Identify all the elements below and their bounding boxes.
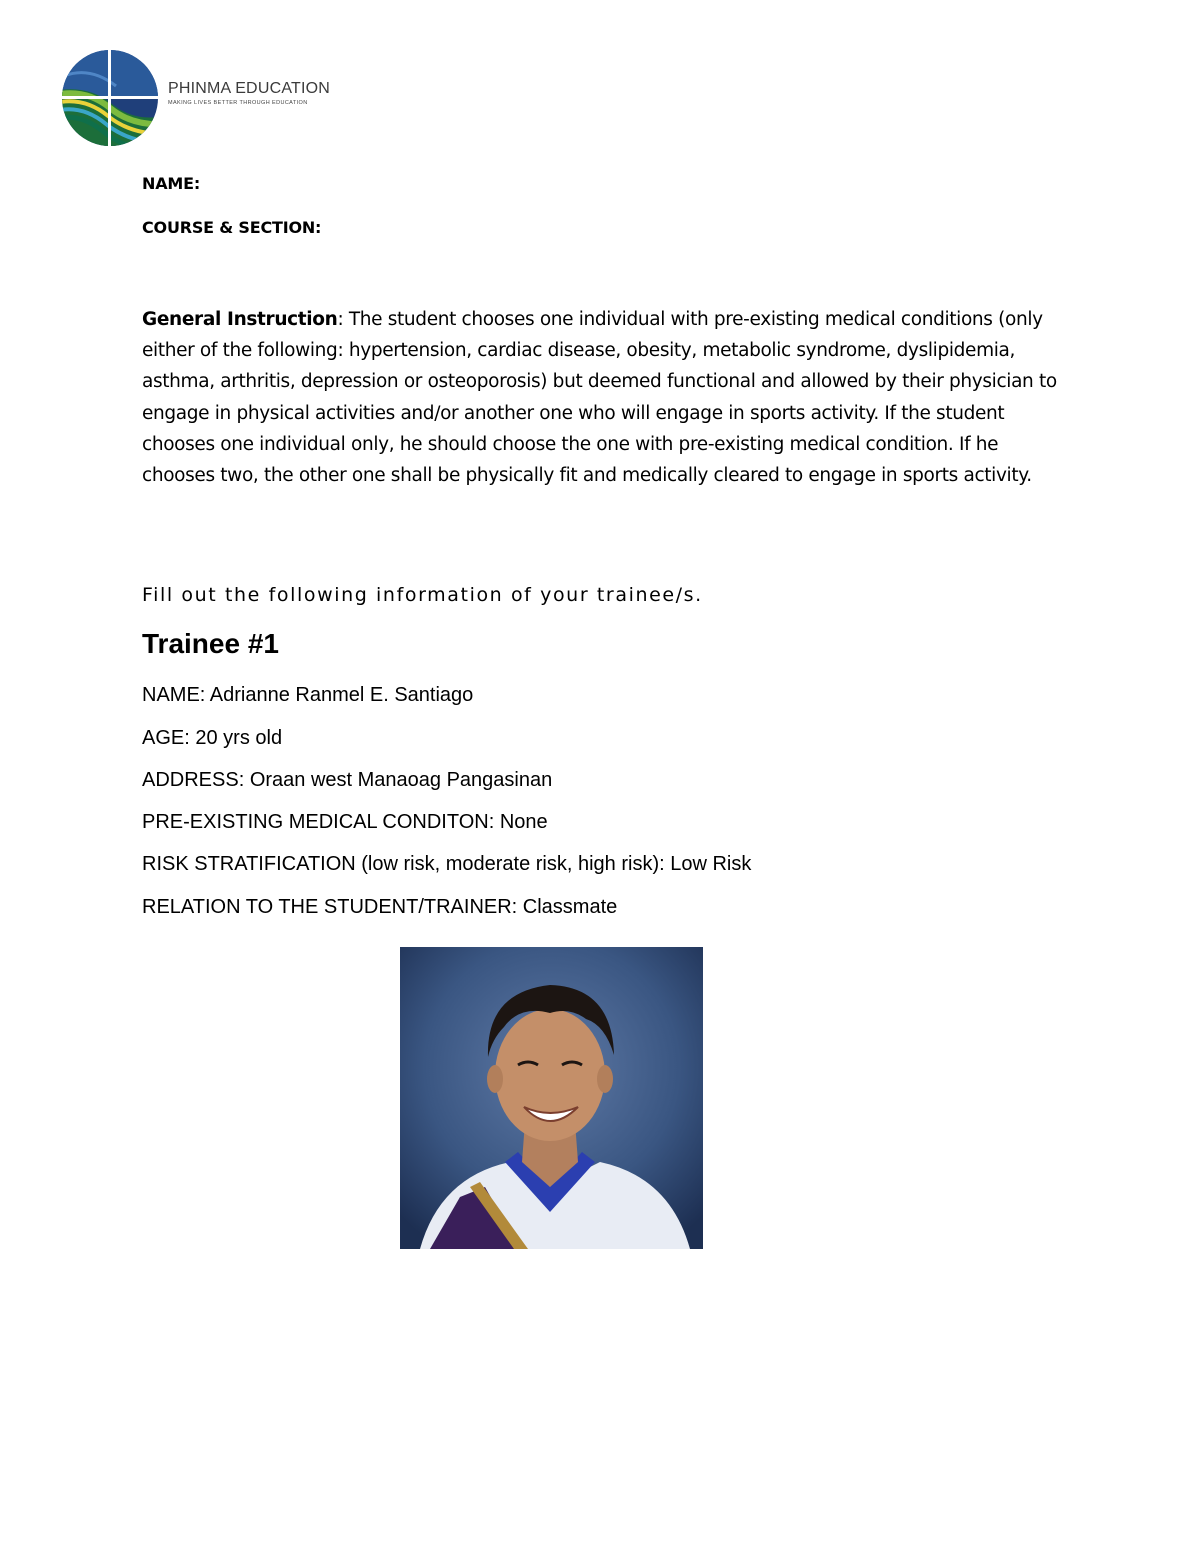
trainee-name-value: Adrianne Ranmel E. Santiago (209, 684, 474, 706)
trainee-age-label: AGE: (142, 727, 190, 749)
trainee-risk-value: Low Risk (670, 853, 752, 875)
trainee-condition-label: PRE-EXISTING MEDICAL CONDITON: (142, 811, 495, 833)
trainee-relation-label: RELATION TO THE STUDENT/TRAINER: (142, 896, 518, 918)
trainee-condition-value: None (499, 811, 548, 833)
trainee-portrait (400, 947, 703, 1249)
trainee-name-line (142, 684, 473, 707)
trainee-address-label: ADDRESS: (142, 769, 245, 791)
trainee-address-value: Oraan west Manaoag Pangasinan (249, 769, 553, 791)
course-section-field-label: COURSE & SECTION: (142, 218, 322, 237)
logo-tagline: MAKING LIVES BETTER THROUGH EDUCATION (168, 100, 308, 106)
trainee-relation-line (142, 896, 617, 919)
trainee-address-line (142, 769, 552, 792)
fill-out-prompt: Fill out the following information of your trainee/s. (142, 584, 703, 606)
general-instruction (142, 304, 1062, 491)
trainee-age-line (142, 727, 282, 750)
logo-wordmark (168, 80, 330, 106)
trainee-heading: Trainee #1 (142, 628, 279, 659)
trainee-photo (400, 947, 703, 1249)
trainee-condition-line (142, 811, 548, 834)
logo-title: PHINMA EDUCATION (168, 80, 331, 97)
trainee-name-label: NAME: (142, 684, 206, 706)
phinma-logo (60, 46, 340, 150)
trainee-relation-value: Classmate (522, 896, 618, 918)
name-field-label: NAME: (142, 174, 201, 193)
trainee-risk-label: RISK STRATIFICATION (low risk, moderate risk, high risk): (142, 853, 665, 875)
trainee-age-value: 20 yrs old (195, 727, 283, 749)
phinma-globe-icon (60, 46, 164, 150)
instruction-label: General Instruction (142, 309, 338, 330)
trainee-risk-line (142, 853, 751, 876)
instruction-text: : The student chooses one individual with pre-existing medical conditions (only either of the following: hypertension, cardiac disease, obesity, metabolic syndrome, dyslipidemia, asthma, arthritis, depression or osteoporosis) but deemed functional and allowed by their physician to engage in physical activities and/or another one who will engage in sports activity. If the student chooses one individual only, he should choose the one with pre-existing medical condition. If he chooses two, the other one shall be physically fit and medically cleared to engage in sports activity. (142, 309, 1057, 487)
